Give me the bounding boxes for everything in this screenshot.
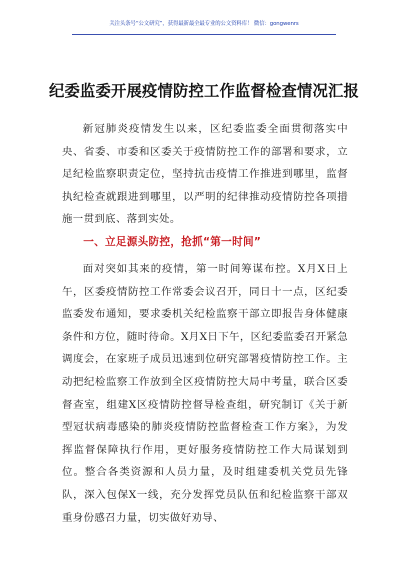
section-heading: 一、立足源头防控，抢抓“第一时间” — [83, 236, 262, 248]
section-paragraph: 面对突如其来的疫情，第一时间筹谋布控。X月X日上午，区委疫情防控工作常委会议召开，同日十一点，区纪委监委发布通知，要求委机关纪检监察干部立即报告身体健康条件和方位，随时待命。X月X日下午，区纪委监委召开紧急调度会，在家班子成员迅速到位研究部署疫情防控工作。主动把纪检监察工作放到全区疫情防控大局中考量，联合区委督查室，组建X区疫情防控督导检查组，研究制订《关于新型冠状病毒感染的肺炎疫情防控监督检查工作方案》，为发挥监督保障执行作用，更好服务疫情防控工作大局谋划到位。整合各类资源和人员力量，及时组建委机关党员先锋队，深入包保X一线，充分发挥党员队伍和纪检监察干部双重身份感召力量，切实做好劝导、 — [62, 263, 348, 524]
intro-paragraph: 新冠肺炎疫情发生以来，区纪委监委全面贯彻落实中央、省委、市委和区委关于疫情防控工作的部署和要求，立足纪检监察职责定位，坚持抗击疫情工作推进到哪里，监督执纪检查就跟进到哪里，以严明的纪律推动疫情防控各项措施一贯到底、落到实处。 — [62, 123, 348, 226]
document-title: 纪委监委开展疫情防控工作监督检查情况汇报 — [49, 82, 359, 100]
banner-text: 关注头条号“公文研究”，获得最新最全最专业的公文资料库！ 微信：gongwenrs — [109, 21, 299, 27]
header-banner — [72, 20, 336, 35]
